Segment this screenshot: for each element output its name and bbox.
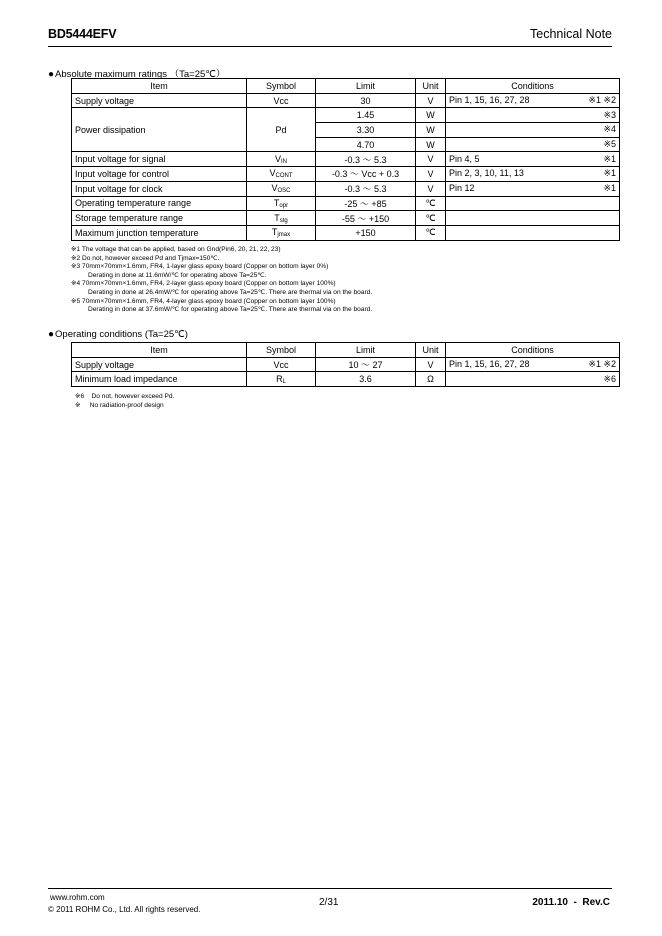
footnote: ※4 70mm×70mm×1.6mm, FR4, 2-layer glass epoxy board (Copper on bottom layer 100%) <box>71 280 336 288</box>
col-header-conditions: Conditions <box>446 79 620 94</box>
footnote: ※5 70mm×70mm×1.6mm, FR4, 4-layer glass epoxy board (Copper on bottom layer 100%) <box>71 297 336 305</box>
table-row: Input voltage for clock VOSC -0.3 ～ 5.3 V Pin 12 ※1 <box>72 181 620 196</box>
footer-url: www.rohm.com <box>50 893 105 902</box>
table-row: 3.30 W ※4 <box>72 123 620 138</box>
col-header-item: Item <box>72 79 247 94</box>
abs-max-notes <box>71 246 372 315</box>
bullet-icon: ● <box>48 69 55 80</box>
revision-label: 2011.10 - Rev.C <box>532 897 610 908</box>
col-header-item: Item <box>72 343 247 358</box>
footnote: ※1 The voltage that can be applied, based on Gnd(Pin6, 20, 21, 22, 23) <box>71 246 281 253</box>
op-cond-table <box>71 342 620 387</box>
document-type: Technical Note <box>530 27 612 41</box>
col-header-limit: Limit <box>316 79 416 94</box>
footnote: ※6 Do not, however exceed Pd. <box>75 393 175 400</box>
table-row: 4.70 W ※5 <box>72 137 620 152</box>
table-header-row <box>72 343 620 358</box>
table-row: Power dissipation Pd 1.45 W ※3 <box>72 108 620 123</box>
col-header-symbol: Symbol <box>247 343 316 358</box>
footnote: Derating in done at 37.6mW/℃ for operating above Ta=25℃. There are thermal via on the board. <box>88 306 373 314</box>
page-header <box>48 27 612 47</box>
bullet-icon: ● <box>48 329 55 340</box>
abs-max-table <box>71 78 620 241</box>
footnote: ※2 Do not, however exceed Pd and Tjmax=150℃. <box>71 254 220 262</box>
table-row: Maximum junction temperature Tjmax +150 ℃ <box>72 225 620 240</box>
col-header-unit: Unit <box>416 343 446 358</box>
footer-copyright: © 2011 ROHM Co., Ltd. All rights reserved. <box>48 905 201 914</box>
footnote: Derating in done at 11.6mW/℃ for operating above Ta=25℃. <box>88 271 267 279</box>
table-header-row <box>72 79 620 94</box>
col-header-symbol: Symbol <box>247 79 316 94</box>
footnote: ※ No radiation-proof design <box>75 401 164 409</box>
abs-max-title: ●Absolute maximum ratings （Ta=25℃） <box>48 69 226 80</box>
footer-divider <box>48 888 612 889</box>
page-number: 2/31 <box>319 897 339 908</box>
col-header-unit: Unit <box>416 79 446 94</box>
footnote: ※3 70mm×70mm×1.6mm, FR4, 1-layer glass epoxy board (Copper on bottom layer 0%) <box>71 263 329 271</box>
table-row: Input voltage for control VCONT -0.3 ～ Vcc + 0.3 V Pin 2, 3, 10, 11, 13 ※1 <box>72 167 620 182</box>
table-row: Operating temperature range Topr -25 ～ +85 ℃ <box>72 196 620 211</box>
op-cond-title: ●Operating conditions (Ta=25℃) <box>48 329 188 340</box>
table-row: Supply voltage Vcc 10 ～ 27 V Pin 1, 15, 16, 27, 28 ※1 ※2 <box>72 357 620 372</box>
op-cond-notes <box>75 393 174 410</box>
table-row: Input voltage for signal VIN -0.3 ～ 5.3 V Pin 4, 5 ※1 <box>72 152 620 167</box>
table-row: Storage temperature range Tstg -55 ～ +150 ℃ <box>72 211 620 226</box>
table-row: Supply voltage Vcc 30 V Pin 1, 15, 16, 27, 28 ※1 ※2 <box>72 93 620 108</box>
document-id: BD5444EFV <box>48 27 117 41</box>
table-row: Minimum load impedance RL 3.6 Ω ※6 <box>72 372 620 387</box>
footnote: Derating in done at 26.4mW/℃ for operating above Ta=25℃. There are thermal via on the board. <box>88 288 373 296</box>
col-header-conditions: Conditions <box>446 343 620 358</box>
col-header-limit: Limit <box>316 343 416 358</box>
